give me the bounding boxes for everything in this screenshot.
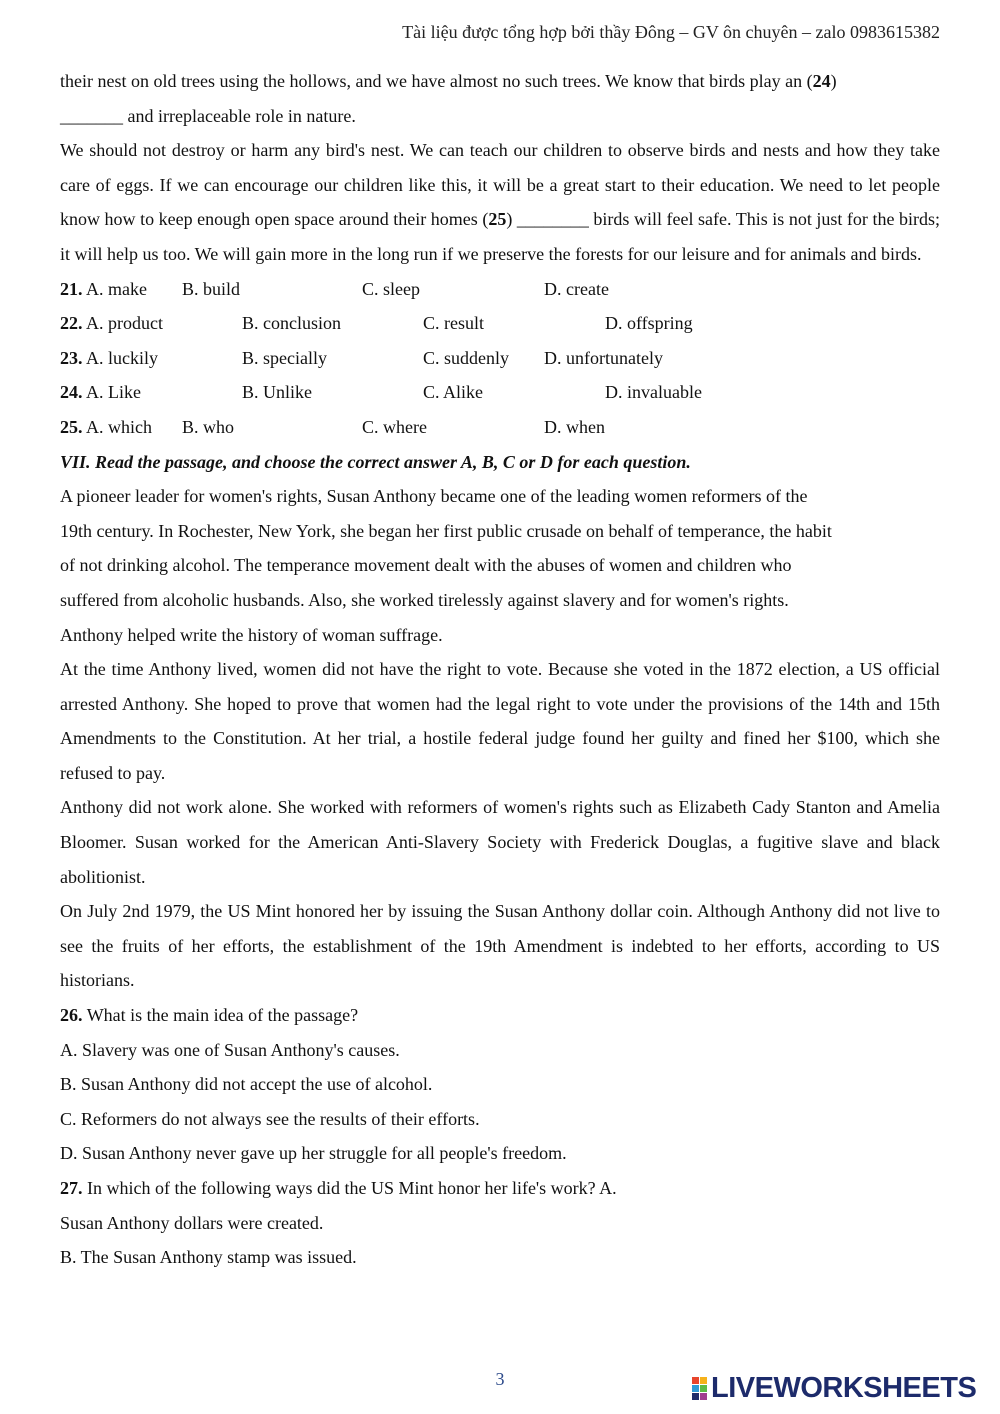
question-row bbox=[60, 272, 940, 307]
option-d[interactable]: D. create bbox=[544, 278, 609, 299]
question-text: In which of the following ways did the US Mint honor her life's work? A. bbox=[87, 1178, 617, 1198]
logo-square bbox=[700, 1377, 707, 1384]
cloze-question-list bbox=[60, 272, 940, 445]
passage-line: Anthony helped write the history of woman suffrage. bbox=[60, 624, 443, 645]
passage-line: _______ and irreplaceable role in nature. bbox=[60, 105, 356, 126]
question-number: 27. bbox=[60, 1178, 83, 1198]
option-a[interactable]: A. product bbox=[86, 313, 163, 334]
option-b[interactable]: B. conclusion bbox=[242, 313, 341, 334]
option-b[interactable]: B. build bbox=[182, 278, 241, 299]
question-number: 26. bbox=[60, 1005, 83, 1026]
option-d[interactable]: D. when bbox=[544, 416, 605, 437]
passage-text: We should not destroy or harm any bird's nest. We can teach our children to observe birds and nests and how they take care of eggs. If we can encourage our children like this, it will be a great start to their education. We need to let people know how to keep enough open space around their homes ( bbox=[60, 140, 940, 230]
option-a[interactable]: A. luckily bbox=[86, 347, 159, 368]
option-b[interactable]: B. who bbox=[182, 416, 235, 437]
answer-option[interactable]: B. The Susan Anthony stamp was issued. bbox=[60, 1247, 357, 1268]
question-row bbox=[60, 375, 940, 410]
logo-square bbox=[700, 1393, 707, 1400]
reading-paragraph-3: Anthony did not work alone. She worked with reformers of women's rights such as Elizabeth Cady Stanton and Amelia Bloomer. Susan worked for the American Anti-Slavery Society with Frederick Douglas, a fugitive slave and black abolitionist. bbox=[60, 797, 940, 887]
logo-text: LIVEWORKSHEETS bbox=[711, 1371, 977, 1404]
option-a[interactable]: A. Like bbox=[86, 382, 141, 403]
logo-square bbox=[692, 1385, 699, 1392]
logo-square bbox=[692, 1393, 699, 1400]
option-c[interactable]: C. sleep bbox=[362, 278, 420, 299]
option-c[interactable]: C. suddenly bbox=[423, 347, 510, 368]
reading-paragraph-2: At the time Anthony lived, women did not have the right to vote. Because she voted in the 1872 election, a US official arrested Anthony. She hoped to prove that women had the legal right to vote under the provisions of the 14th and 15th Amendments to the Constitution. At her trial, a hostile federal judge found her guilty and fined her $100, which she refused to pay. bbox=[60, 659, 940, 783]
passage-text: ) bbox=[830, 71, 837, 91]
question-number: 23. bbox=[60, 347, 83, 368]
passage-text: their nest on old trees using the hollows, and we have almost no such trees. We know that birds play an ( bbox=[60, 71, 813, 91]
logo-square bbox=[700, 1385, 707, 1392]
option-c[interactable]: C. Alike bbox=[423, 382, 484, 403]
question-number: 21. bbox=[60, 278, 83, 299]
question-text: What is the main idea of the passage? bbox=[86, 1005, 359, 1026]
question-number: 24. bbox=[60, 382, 83, 403]
passage-line: A pioneer leader for women's rights, Susan Anthony became one of the leading women reformers of the bbox=[60, 486, 808, 507]
answer-option[interactable]: A. Slavery was one of Susan Anthony's causes. bbox=[60, 1039, 400, 1060]
blank-number: 24 bbox=[812, 71, 831, 91]
option-b[interactable]: B. Unlike bbox=[242, 382, 312, 403]
option-b[interactable]: B. specially bbox=[242, 347, 327, 368]
option-c[interactable]: C. result bbox=[423, 313, 484, 334]
reading-paragraph-1 bbox=[60, 479, 940, 652]
question-27 bbox=[60, 1171, 940, 1275]
page-content bbox=[60, 64, 940, 1275]
passage-line: suffered from alcoholic husbands. Also, she worked tirelessly against slavery and for women's rights. bbox=[60, 589, 789, 610]
answer-option[interactable]: C. Reformers do not always see the results of their efforts. bbox=[60, 1108, 480, 1129]
question-stem bbox=[60, 1171, 940, 1206]
question-stem bbox=[60, 998, 940, 1033]
option-a[interactable]: A. which bbox=[86, 416, 153, 437]
reading-paragraph-4: On July 2nd 1979, the US Mint honored her by issuing the Susan Anthony dollar coin. Although Anthony did not live to see the fruits of her efforts, the establishment of the 19th Amendment is indebted to her efforts, according to US historians. bbox=[60, 901, 940, 991]
option-a[interactable]: A. make bbox=[86, 278, 147, 299]
passage-line bbox=[60, 64, 940, 99]
passage-line: of not drinking alcohol. The temperance movement dealt with the abuses of women and children who bbox=[60, 555, 792, 576]
option-d[interactable]: D. offspring bbox=[605, 313, 693, 334]
question-row bbox=[60, 341, 940, 376]
option-d[interactable]: D. unfortunately bbox=[544, 347, 663, 368]
option-c[interactable]: C. where bbox=[362, 416, 427, 437]
blank-number: 25 bbox=[488, 209, 507, 230]
question-number: 25. bbox=[60, 416, 83, 437]
liveworksheets-logo-icon bbox=[692, 1377, 707, 1400]
question-26 bbox=[60, 998, 940, 1171]
answer-option[interactable]: B. Susan Anthony did not accept the use of alcohol. bbox=[60, 1074, 433, 1095]
section-title: VII. Read the passage, and choose the correct answer A, B, C or D for each question. bbox=[60, 451, 691, 472]
passage-paragraph bbox=[60, 133, 940, 271]
question-number: 22. bbox=[60, 313, 83, 334]
liveworksheets-logo[interactable] bbox=[692, 1373, 976, 1403]
option-d[interactable]: D. invaluable bbox=[605, 382, 702, 403]
answer-option[interactable]: D. Susan Anthony never gave up her struggle for all people's freedom. bbox=[60, 1143, 567, 1164]
answer-option[interactable]: Susan Anthony dollars were created. bbox=[60, 1212, 324, 1233]
passage-line: 19th century. In Rochester, New York, she began her first public crusade on behalf of temperance, the habit bbox=[60, 520, 832, 541]
question-row bbox=[60, 306, 940, 341]
page-number: 3 bbox=[495, 1369, 505, 1389]
question-row bbox=[60, 410, 940, 445]
logo-square bbox=[692, 1377, 699, 1384]
passage-text: ) ________ birds will feel safe. This is not just for the birds; it will help us too. We will gain more in the long run if we preserve the forests for our leisure and for animals and birds. bbox=[60, 209, 940, 264]
page-header: Tài liệu được tổng hợp bởi thầy Đông – GV ôn chuyên – zalo 0983615382 bbox=[402, 22, 940, 42]
